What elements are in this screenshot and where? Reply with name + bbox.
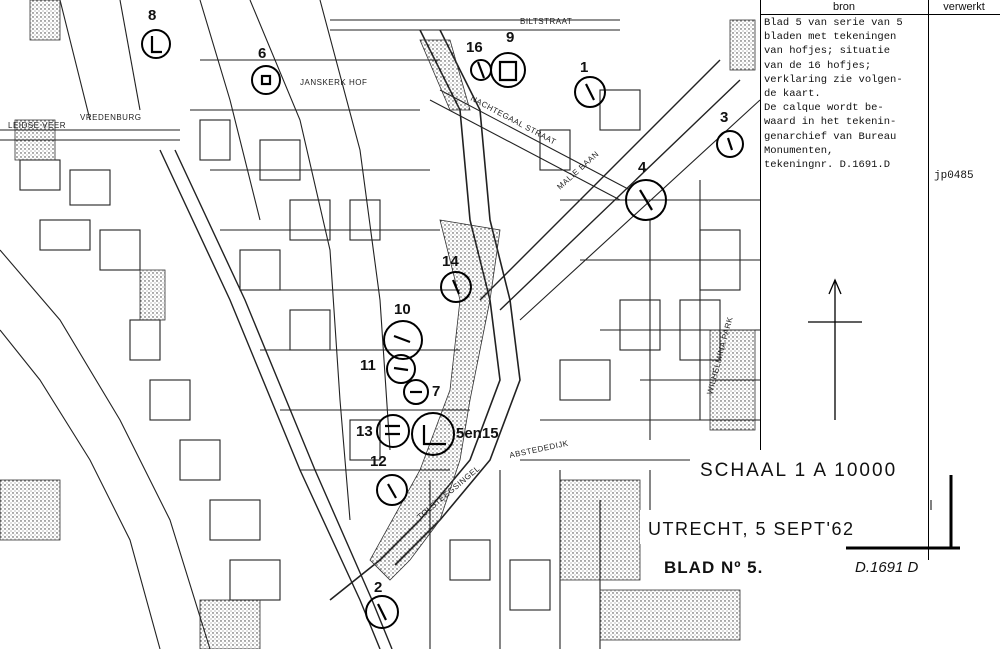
marker-label: 16 — [466, 39, 483, 56]
hofje-marker[interactable] — [252, 66, 280, 94]
marker-label: 13 — [356, 423, 373, 440]
street-label: TOLSTEEGSINGEL — [415, 463, 482, 522]
hofje-marker[interactable] — [377, 415, 409, 447]
street-label: LEIDSE VEER — [8, 121, 66, 130]
marker-label: 8 — [148, 7, 157, 24]
drawing-number: D.1691 D — [855, 559, 919, 576]
marker-label: 1 — [580, 59, 589, 76]
street-label: WILHELMINA PARK — [705, 315, 735, 396]
marker-label: 3 — [720, 109, 729, 126]
marker-label: 14 — [442, 253, 459, 270]
street-label: MALIE BAAN — [555, 149, 601, 192]
marker-label: 4 — [638, 159, 647, 176]
bron-header: bron — [760, 0, 929, 15]
marker-label: 6 — [258, 45, 267, 62]
street-label: BILTSTRAAT — [520, 17, 573, 26]
marker-label: 2 — [374, 579, 383, 596]
street-label: VREDENBURG — [80, 113, 142, 122]
bron-description: Blad 5 van serie van 5 bladen met tekeningen van hofjes; situatie van de 16 hofjes; verklaring zie volgen- de kaart. De calque wordt be- waard in het tekenin- genarchief van Bureau Monumenten, tekeningnr. D.1691.D — [764, 17, 903, 172]
marker-label: 5en15 — [456, 425, 499, 442]
street-label: ABSTEDEDIJK — [508, 438, 570, 460]
city-date-label: UTRECHT, 5 SEPT'62 — [648, 519, 855, 539]
marker-label: 7 — [432, 383, 441, 400]
verwerkt-header: verwerkt — [928, 0, 1000, 15]
marker-label: 12 — [370, 453, 387, 470]
sheet-label: BLAD Nº 5. — [664, 558, 764, 577]
scale-label: SCHAAL 1 A 10000 — [700, 460, 898, 481]
street-label: JANSKERK HOF — [300, 78, 368, 87]
marker-label: 11 — [360, 357, 376, 374]
street-label: NACHTEGAAL STRAAT — [469, 93, 558, 147]
marker-label: 10 — [394, 301, 411, 318]
verwerkt-code: jp0485 — [934, 170, 974, 182]
hofje-marker[interactable] — [491, 53, 525, 87]
hofje-marker[interactable] — [142, 30, 170, 58]
marker-label: 9 — [506, 29, 515, 46]
